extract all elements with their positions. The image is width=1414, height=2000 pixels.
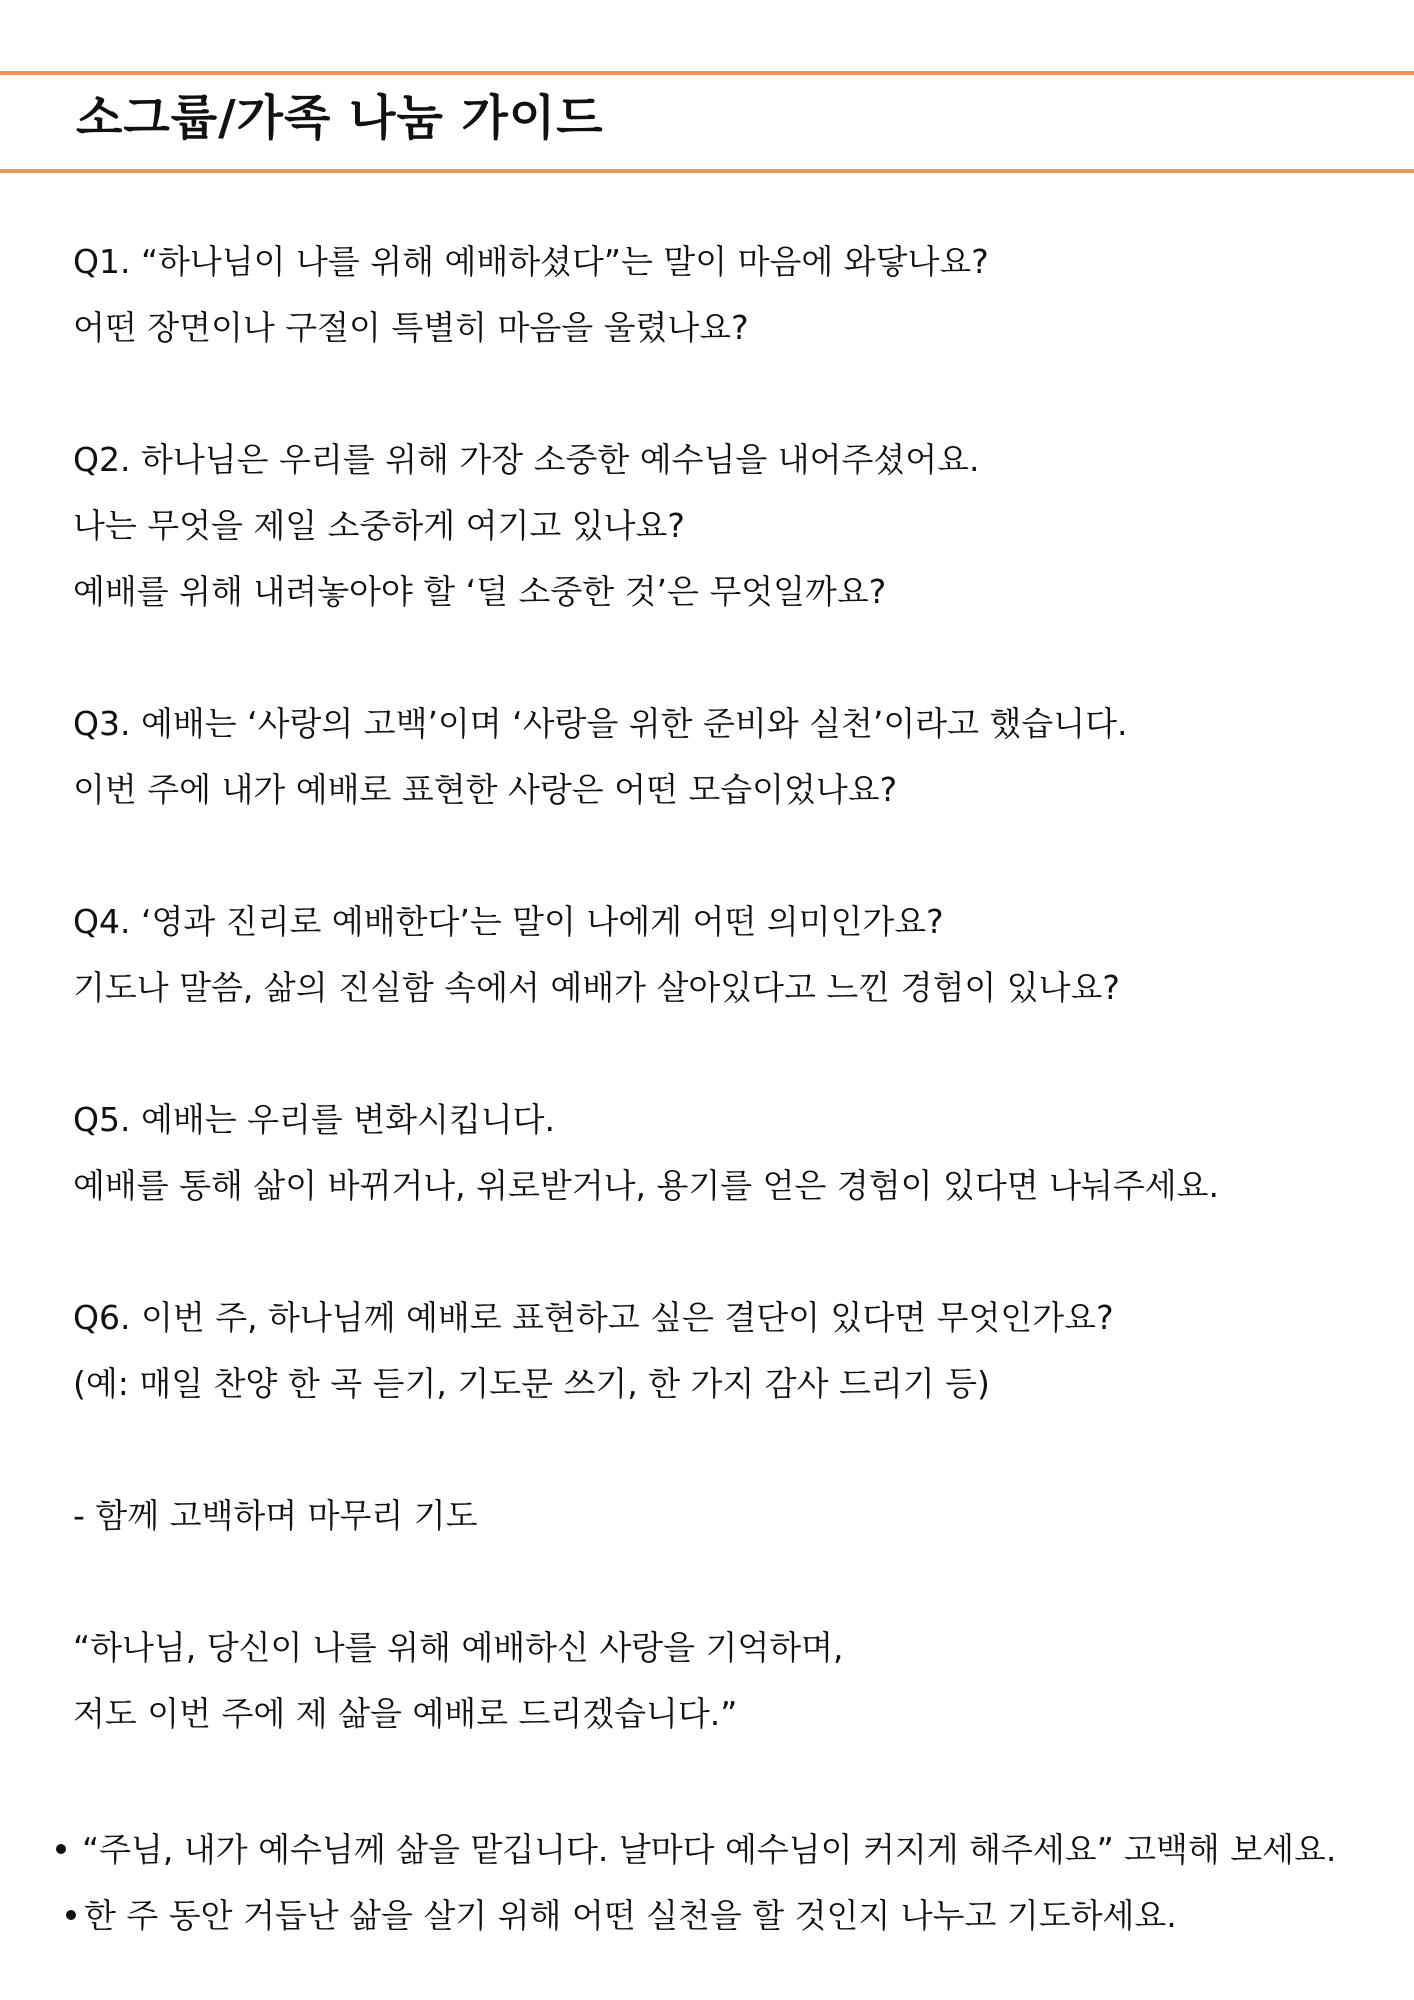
bullet-item-2-text: 한 주 동안 거듭난 삶을 살기 위해 어떤 실천을 할 것인지 나누고 기도하세요.: [84, 1896, 1177, 1935]
question-1-line-2: 어떤 장면이나 구절이 특별히 마음을 울렸나요?: [73, 308, 749, 347]
question-2-line-3: 예배를 위해 내려놓아야 할 ‘덜 소중한 것’은 무엇일까요?: [73, 572, 887, 611]
header-top-rule: [0, 71, 1414, 75]
bullet-dot-icon: [56, 1844, 66, 1854]
closing-heading: - 함께 고백하며 마무리 기도: [73, 1496, 478, 1535]
prayer-line-1: “하나님, 당신이 나를 위해 예배하신 사랑을 기억하며,: [73, 1628, 844, 1667]
bullet-item-1: [56, 1826, 1336, 1874]
question-6-line-1: Q6. 이번 주, 하나님께 예배로 표현하고 싶은 결단이 있다면 무엇인가요?: [73, 1298, 1114, 1337]
question-5-line-1: Q5. 예배는 우리를 변화시킵니다.: [73, 1100, 555, 1139]
bullet-dot-icon: [66, 1910, 76, 1920]
question-5-line-2: 예배를 통해 삶이 바뀌거나, 위로받거나, 용기를 얻은 경험이 있다면 나눠주세요.: [73, 1166, 1219, 1205]
question-6-line-2: (예: 매일 찬양 한 곡 듣기, 기도문 쓰기, 한 가지 감사 드리기 등): [73, 1364, 990, 1403]
question-3-line-2: 이번 주에 내가 예배로 표현한 사랑은 어떤 모습이었나요?: [73, 770, 898, 809]
header-bottom-rule: [0, 169, 1414, 173]
question-2-line-1: Q2. 하나님은 우리를 위해 가장 소중한 예수님을 내어주셨어요.: [73, 440, 980, 479]
question-2-line-2: 나는 무엇을 제일 소중하게 여기고 있나요?: [73, 506, 685, 545]
question-4-line-1: Q4. ‘영과 진리로 예배한다’는 말이 나에게 어떤 의미인가요?: [73, 902, 944, 941]
question-4-line-2: 기도나 말씀, 삶의 진실함 속에서 예배가 살아있다고 느낀 경험이 있나요?: [73, 968, 1120, 1007]
bullet-item-1-text: “주님, 내가 예수님께 삶을 맡깁니다. 날마다 예수님이 커지게 해주세요” 고백해 보세요.: [82, 1830, 1337, 1869]
prayer-line-2: 저도 이번 주에 제 삶을 예배로 드리겠습니다.”: [73, 1694, 738, 1733]
bullet-item-2: [66, 1892, 1177, 1940]
question-1-line-1: Q1. “하나님이 나를 위해 예배하셨다”는 말이 마음에 와닿나요?: [73, 242, 989, 281]
page-title: 소그룹/가족 나눔 가이드: [76, 90, 604, 146]
question-3-line-1: Q3. 예배는 ‘사랑의 고백’이며 ‘사랑을 위한 준비와 실천’이라고 했습니다.: [73, 704, 1128, 743]
